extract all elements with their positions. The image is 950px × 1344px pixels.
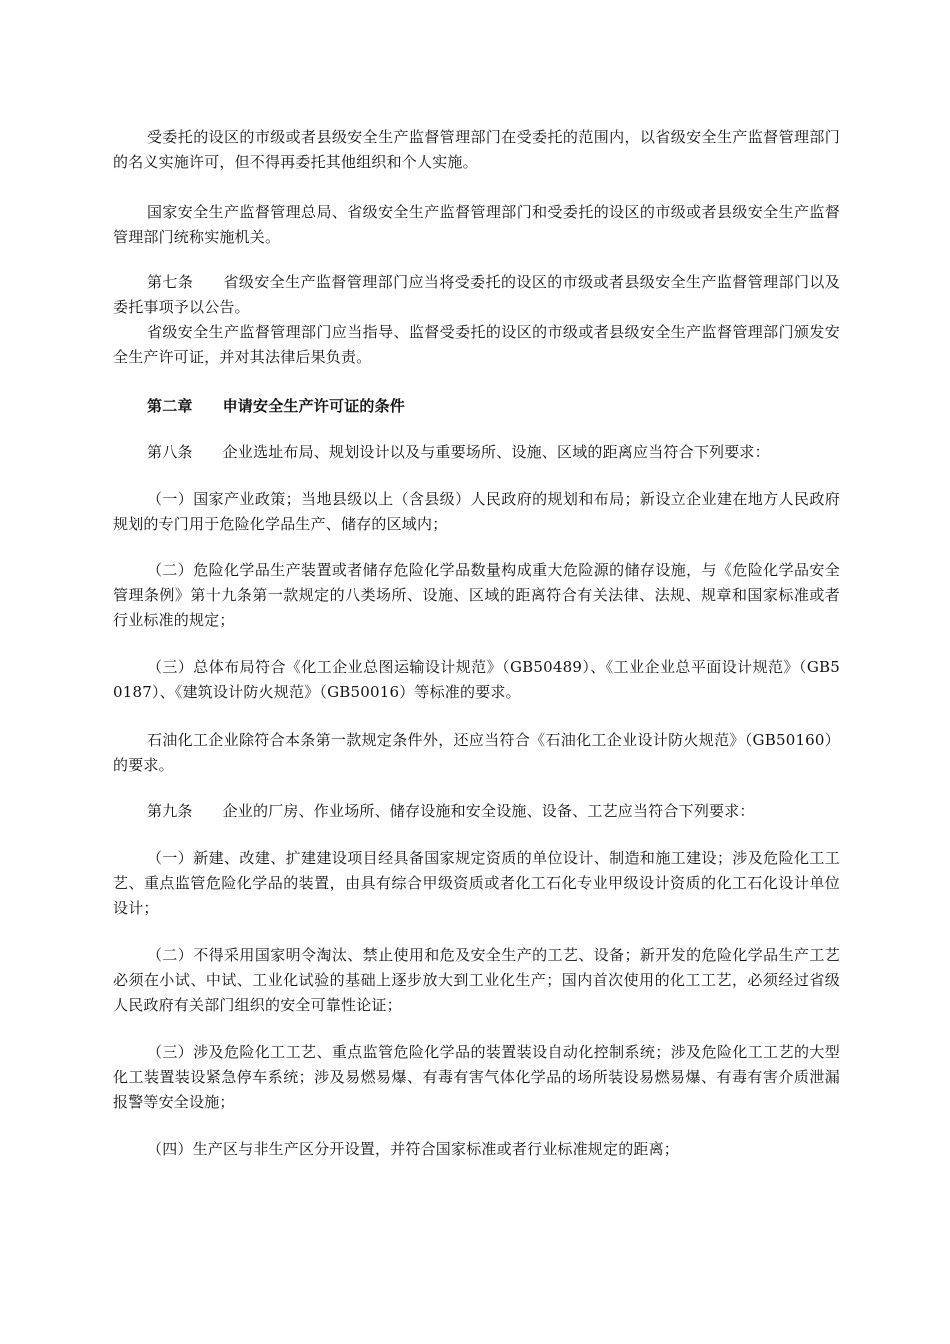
paragraph-guidance-supervision: 省级安全生产监督管理部门应当指导、监督受委托的设区的市级或者县级安全生产监督管理部门颁发安全生产许可证，并对其法律后果负责。 — [113, 323, 840, 366]
article-9-number: 第九条 — [147, 802, 193, 820]
chapter-title: 申请安全生产许可证的条件 — [222, 397, 406, 415]
paragraph-implementing-agencies: 国家安全生产监督管理总局、省级安全生产监督管理部门和受委托的设区的市级或者县级安全生产监督管理部门统称实施机关。 — [113, 203, 840, 246]
paragraph-item-9-4: （四）生产区与非生产区分开设置，并符合国家标准或者行业标准规定的距离； — [147, 1140, 680, 1158]
paragraph-article-8 — [113, 440, 840, 465]
paragraph-item-9-3: （三）涉及危险化工工艺、重点监管危险化学品的装置装设自动化控制系统；涉及危险化工工艺的大型化工装置装设紧急停车系统；涉及易燃易爆、有毒有害气体化学品的场所装设易燃易爆、有毒有害介质泄漏报警等安全设施； — [113, 1043, 840, 1111]
article-9-body: 企业的厂房、作业场所、储存设施和安全设施、设备、工艺应当符合下列要求： — [222, 802, 755, 820]
article-8-number: 第八条 — [147, 443, 193, 461]
paragraph-article-9 — [113, 799, 840, 824]
paragraph-entrusted-authority: 受委托的设区的市级或者县级安全生产监督管理部门在受委托的范围内，以省级安全生产监督管理部门的名义实施许可，但不得再委托其他组织和个人实施。 — [113, 128, 840, 171]
chapter-heading — [147, 394, 405, 419]
article-7-body: 省级安全生产监督管理部门应当将受委托的设区的市级或者县级安全生产监督管理部门以及委托事项予以公告。 — [113, 273, 840, 316]
paragraph-item-1: （一）国家产业政策；当地县级以上（含县级）人民政府的规划和布局；新设立企业建在地方人民政府规划的专门用于危险化学品生产、储存的区域内； — [113, 490, 840, 533]
article-7-number: 第七条 — [147, 273, 194, 291]
paragraph-petrochemical: 石油化工企业除符合本条第一款规定条件外，还应当符合《石油化工企业设计防火规范》（GB50160）的要求。 — [113, 731, 840, 774]
chapter-number: 第二章 — [147, 397, 193, 415]
article-8-body: 企业选址布局、规划设计以及与重要场所、设施、区域的距离应当符合下列要求： — [222, 443, 770, 461]
paragraph-item-2: （二）危险化学品生产装置或者储存危险化学品数量构成重大危险源的储存设施，与《危险化学品安全管理条例》第十九条第一款规定的八类场所、设施、区域的距离符合有关法律、法规、规章和国家标准或者行业标准的规定； — [113, 561, 840, 629]
paragraph-item-9-2: （二）不得采用国家明令淘汰、禁止使用和危及安全生产的工艺、设备；新开发的危险化学品生产工艺必须在小试、中试、工业化试验的基础上逐步放大到工业化生产；国内首次使用的化工工艺，必须经过省级人民政府有关部门组织的安全可靠性论证； — [113, 946, 840, 1014]
paragraph-article-7 — [113, 270, 840, 320]
paragraph-item-9-1: （一）新建、改建、扩建建设项目经具备国家规定资质的单位设计、制造和施工建设；涉及危险化工工艺、重点监管危险化学品的装置，由具有综合甲级资质或者化工石化专业甲级设计资质的化工石化设计单位设计； — [113, 849, 840, 917]
paragraph-item-3: （三）总体布局符合《化工企业总图运输设计规范》（GB50489）、《工业企业总平面设计规范》（GB50187）、《建筑设计防火规范》（GB50016）等标准的要求。 — [113, 658, 840, 701]
